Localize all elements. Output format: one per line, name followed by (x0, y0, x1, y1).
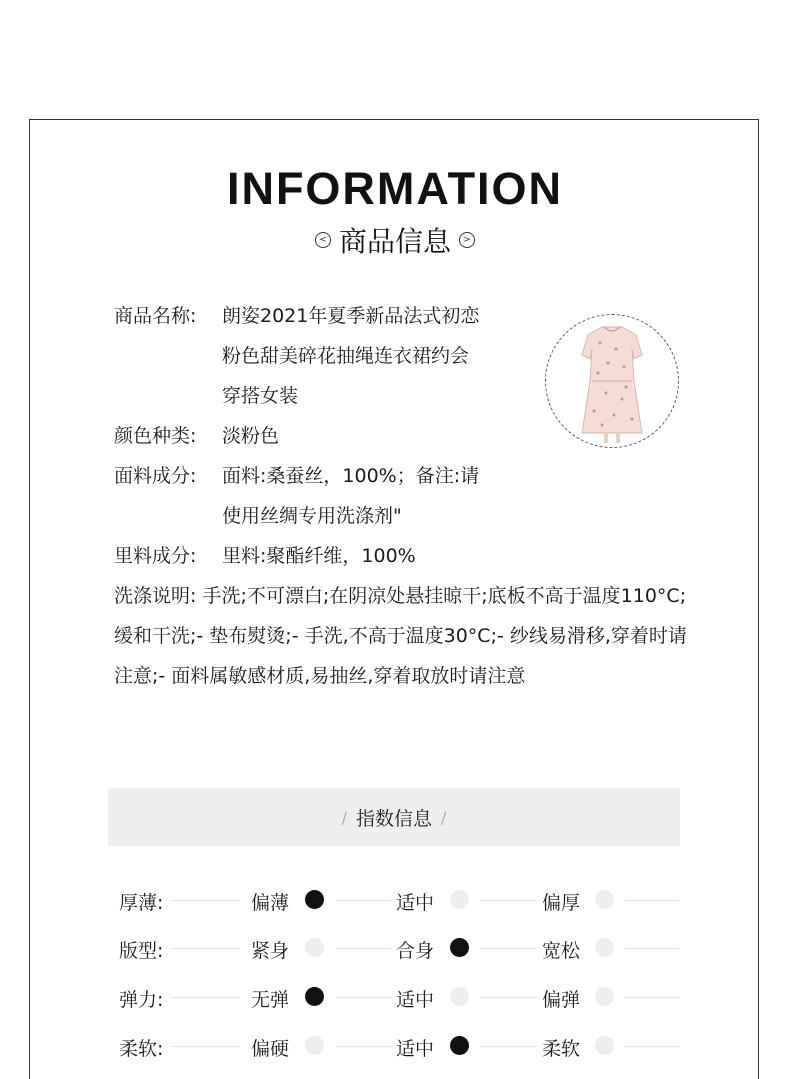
index-dot-icon (595, 1036, 614, 1055)
index-option-label: 柔软 (542, 1038, 581, 1060)
index-option-label: 宽松 (542, 940, 581, 962)
wash-row (114, 576, 704, 696)
page-title: INFORMATION (226, 163, 564, 214)
index-option-label: 偏硬 (251, 1038, 290, 1060)
dress-image (546, 315, 678, 447)
index-dot-icon (595, 938, 614, 957)
index-banner (108, 788, 680, 846)
index-option-label: 无弹 (251, 989, 290, 1011)
lining-value: 里料:聚酯纤维，100% (222, 545, 416, 567)
index-row (119, 977, 679, 1017)
wash-label: 洗涤说明: (114, 585, 197, 607)
fabric-line: 使用丝绸专用洗涤剂" (222, 505, 402, 527)
index-dot-icon (305, 938, 324, 957)
divider-line (625, 1046, 679, 1047)
divider-line (480, 1046, 537, 1047)
page-subtitle (0, 220, 790, 260)
fabric-line: 面料:桑蚕丝，100%；备注:请 (222, 465, 480, 487)
divider-line (625, 900, 679, 901)
divider-line (171, 948, 241, 949)
index-row-label: 版型: (119, 940, 164, 962)
divider-line (335, 900, 391, 901)
name-line: 粉色甜美碎花抽绳连衣裙约会 (222, 345, 470, 367)
index-option-label: 适中 (396, 989, 435, 1011)
index-dot-icon (305, 890, 324, 909)
index-option-label: 紧身 (251, 940, 290, 962)
divider-line (335, 997, 391, 998)
divider-line (625, 948, 679, 949)
index-dot-icon (450, 987, 469, 1006)
divider-line (171, 900, 241, 901)
name-line: 穿搭女装 (222, 385, 299, 407)
lining-label: 里料成分: (114, 545, 197, 567)
subtitle-text: 商品信息 (338, 225, 451, 258)
index-option-label: 适中 (396, 892, 435, 914)
index-option-label: 偏薄 (251, 892, 290, 914)
color-value: 淡粉色 (222, 425, 280, 447)
index-dot-icon (450, 938, 469, 957)
divider-line (480, 997, 537, 998)
index-row (119, 928, 679, 968)
divider-line (171, 997, 241, 998)
index-dot-icon (450, 1036, 469, 1055)
index-row-label: 弹力: (119, 989, 164, 1011)
name-line: 朗姿2021年夏季新品法式初恋 (222, 305, 480, 327)
index-row (119, 1026, 679, 1066)
chevron-left-icon: < (315, 232, 331, 248)
index-row-label: 柔软: (119, 1038, 164, 1060)
divider-line (335, 1046, 391, 1047)
index-dot-icon (305, 987, 324, 1006)
index-dot-icon (595, 890, 614, 909)
fabric-row (114, 456, 714, 536)
product-thumbnail (545, 314, 679, 448)
divider-line (480, 900, 537, 901)
index-option-label: 适中 (396, 1038, 435, 1060)
name-value (222, 296, 517, 416)
color-label: 颜色种类: (114, 425, 197, 447)
index-row (119, 880, 679, 920)
divider-line (625, 997, 679, 998)
index-dot-icon (450, 890, 469, 909)
index-option-label: 偏厚 (542, 892, 581, 914)
index-option-label: 偏弹 (542, 989, 581, 1011)
slash-right-icon: / (441, 807, 447, 827)
divider-line (335, 948, 391, 949)
chevron-right-icon: > (459, 232, 475, 248)
index-dot-icon (305, 1036, 324, 1055)
index-dot-icon (595, 987, 614, 1006)
index-option-label: 合身 (396, 940, 435, 962)
divider-line (480, 948, 537, 949)
name-label: 商品名称: (114, 305, 197, 327)
slash-left-icon: / (341, 807, 347, 827)
lining-row (114, 536, 714, 576)
fabric-value (222, 456, 517, 536)
index-row-label: 厚薄: (119, 892, 164, 914)
divider-line (171, 1046, 241, 1047)
wash-value: 手洗;不可漂白;在阴凉处悬挂晾干;底板不高于温度110°C;缓和干洗;- 垫布熨烫;- 手洗,不高于温度30°C;- 纱线易滑移,穿着时请注意;- 面料属敏感材质,易抽丝,穿着取放时请注意 (114, 585, 687, 687)
fabric-label: 面料成分: (114, 465, 197, 487)
index-banner-label: 指数信息 (355, 807, 432, 830)
